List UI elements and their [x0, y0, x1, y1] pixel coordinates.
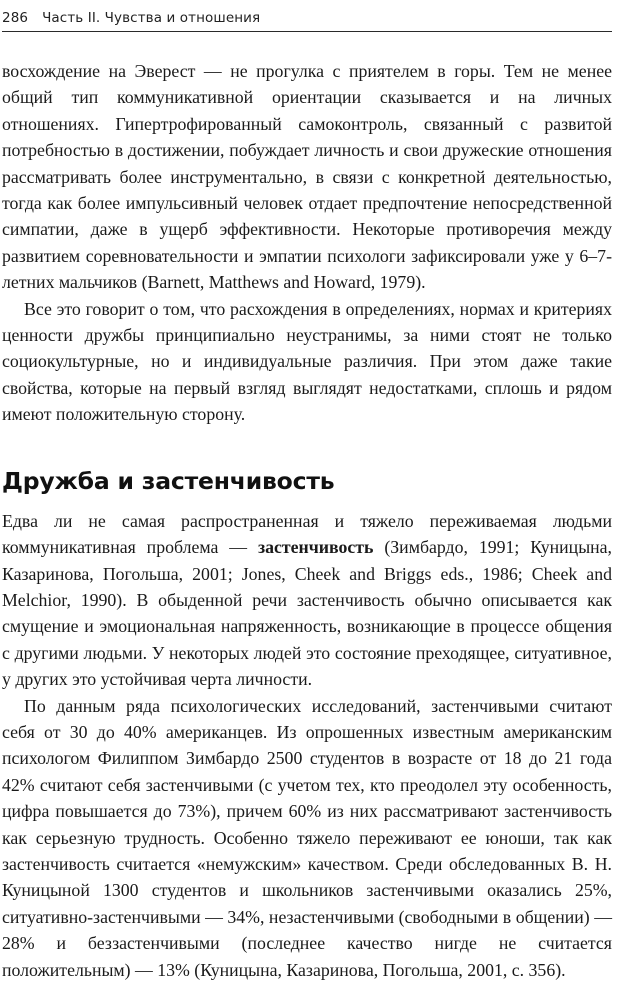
running-title: Часть II. Чувства и отношения — [42, 10, 261, 26]
paragraph-text: Едва ли не самая распространенная и тяжело переживаемая людьми коммуникативная проблема — — [2, 510, 612, 558]
paragraph-statistics: По данным ряда психологических исследований, застенчивыми считают себя от 30 до 40% американцев. Из опрошенных известным американским психологом Филиппом Зимбардо 2500 студентов в возрасте от 18 до 21 года 42% считают себя застенчивыми (с учетом тех, кто преодолел эту особенность, цифра повышается до 73%), причем 60% из них рассматривают застенчивость как серьезную трудность. Особенно тяжело переживают ее юноши, так как застенчивость считается «немужским» качеством. Среди обследованных В. Н. Куницыной 1300 студентов и школьников застенчивыми оказались 25%, ситуативно-застенчивыми — 34%, незастенчивыми (свободными в общении) — 28% и беззастенчивыми (последнее качество нигде не считается положительным) — 13% (Куницына, Казаринова, Погольша, 2001, с. 356). — [2, 695, 612, 980]
header-rule — [2, 31, 612, 32]
paragraph-continuation: восхождение на Эверест — не прогулка с приятелем в горы. Тем не менее общий тип коммуникативной ориентации сказывается и на личных отношениях. Гипертрофированный самоконтроль, связанный с развитой потребностью в достижении, побуждает личность и свои дружеские отношения рассматривать более инструментально, в связи с конкретной деятельностью, тогда как более импульсивный человек отдает предпочтение непосредственной симпатии, даже в ущерб эффективности. Некоторые противоречия между развитием соревновательности и эмпатии психологи зафиксировали уже у 6–7-летних мальчиков (Barnett, Matthews and Howard, 1979). — [2, 61, 612, 293]
running-header — [2, 0, 612, 26]
key-term: застенчивость — [257, 537, 374, 558]
paragraph-shyness-intro — [2, 508, 612, 693]
paragraph-conclusion: Все это говорит о том, что расхождения в определениях, нормах и критериях ценности дружбы принципиально неустранимы, за ними стоят не только социокультурные, но и индивидуальные различия. При этом даже такие свойства, которые на первый взгляд выглядят недостатками, сплошь и рядом имеют положительную сторону. — [2, 298, 612, 425]
section-heading: Дружба и застенчивость — [2, 466, 335, 495]
paragraph-text: (Зимбардо, 1991; Куницына, Казаринова, Погольша, 2001; Jones, Cheek and Briggs eds., 1986; Cheek and Melchior, 1990). В обыденной речи застенчивость обычно описывается как смущение и эмоциональная напряженность, возникающие в процессе общения с другими людьми. У некоторых людей это состояние преходящее, ситуативное, у других это устойчивая черта личности. — [2, 537, 612, 690]
page-number: 286 — [2, 10, 29, 26]
